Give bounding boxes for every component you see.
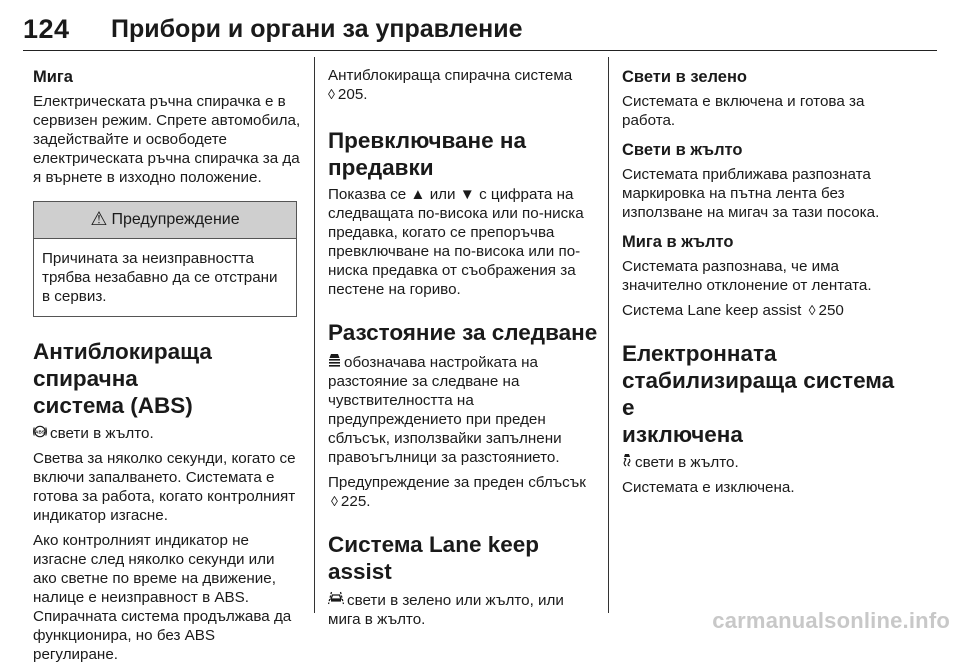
warning-triangle-icon: ⚠ — [90, 209, 108, 230]
paragraph-lane-keep-assist — [328, 591, 600, 629]
heading-abs-line2: система (ABS) — [33, 393, 193, 418]
warning-box — [33, 201, 297, 317]
page-reference-icon: ◊ — [808, 302, 816, 318]
heading-lane-keep-assist: Система Lane keep assist — [328, 532, 539, 584]
column-2 — [328, 60, 600, 629]
paragraph-following-distance — [328, 353, 600, 467]
up-triangle-icon: ▲ — [410, 186, 426, 203]
gear-text-pre: Показва се — [328, 186, 407, 203]
paragraph-lka-reference — [622, 301, 898, 320]
paragraph-yellow: Системата приближава разпозната маркировка на пътна лента без използване на мигач за тази посока. — [622, 166, 880, 221]
paragraph-abs-continued — [328, 66, 600, 104]
gear-text-post: с цифрата на следващата по-висока или по-ниска предавка, когато се препоръчва превключване на по-висока или по-ниска предавка от съображения за пестене на гориво. — [328, 186, 584, 298]
fcw-ref-text: Предупреждение за преден сблъсък — [328, 474, 586, 491]
abs-indicator-text: свети в жълто. — [50, 425, 154, 442]
header-divider — [23, 50, 937, 51]
svg-text:ABS: ABS — [35, 429, 45, 435]
heading-gear-line2: предавки — [328, 155, 434, 180]
warning-title: Предупреждение — [111, 211, 240, 228]
down-triangle-icon: ▼ — [459, 186, 475, 203]
following-distance-text: обозначава настройката на разстояние за следване на чувствителността на предупреждението при преден сблъсък, използвайки запълнени правоъгълници за разстоянието. — [328, 354, 562, 466]
warning-body: Причината за неизправността трябва незабавно да се отстрани в сервиз. — [42, 250, 278, 305]
fcw-ref-page[interactable]: 225. — [340, 493, 371, 510]
heading-following-distance: Разстояние за следване — [328, 320, 598, 345]
heading-esc-line2: стабилизираща система е — [622, 368, 895, 420]
lka-ref-page[interactable]: 250 — [818, 302, 844, 319]
column-1 — [33, 60, 301, 664]
lane-keep-assist-text: свети в зелено или жълто, или мига в жълто. — [328, 592, 564, 628]
abs-indicator-line — [33, 424, 301, 443]
heading-green: Свети в зелено — [622, 68, 747, 86]
abs-ref-text: Антиблокираща спирачна система — [328, 67, 573, 84]
esc-indicator-line — [622, 453, 898, 472]
paragraph-abs-fault: Ако контролният индикатор не изгасне след няколко секунди или ако светне по време на движение, налице е неизправност в ABS. Спирачната система продължава да функционира, но без ABS регулиране. — [33, 532, 292, 663]
abs-ref-page[interactable]: 205. — [337, 86, 368, 103]
paragraph-green: Системата е включена и готова за работа. — [622, 93, 865, 129]
paragraph-service-mode: Електрическата ръчна спирачка е в сервизен режим. Спрете автомобила, задействайте и освободете електрическата ръчна спирачка за да я върнете в изходно положение. — [33, 93, 301, 186]
page-title: Прибори и органи за управление — [111, 15, 523, 43]
warning-header — [34, 202, 296, 239]
column-divider-1 — [314, 57, 315, 613]
heading-abs-line1: Антиблокираща спирачна — [33, 339, 212, 391]
lane-keep-assist-icon — [328, 591, 344, 608]
heading-blink-yellow: Мига в жълто — [622, 233, 734, 251]
paragraph-gear-shift — [328, 185, 600, 299]
heading-esc-line3: изключена — [622, 422, 743, 447]
abs-warning-icon — [33, 425, 47, 441]
heading-gear-line1: Превключване на — [328, 128, 527, 153]
following-distance-icon — [328, 353, 341, 370]
paragraph-abs-startup: Светва за няколко секунди, когато се включи запалването. Системата е готова за работа, когато контролният индикатор изгасне. — [33, 450, 296, 524]
heading-blink: Мига — [33, 68, 73, 86]
paragraph-fcw-reference — [328, 473, 600, 511]
page-number: 124 — [23, 14, 70, 44]
lka-ref-text: Система Lane keep assist — [622, 302, 802, 319]
esc-off-icon — [622, 453, 632, 470]
esc-indicator-text: свети в жълто. — [635, 454, 739, 471]
column-divider-2 — [608, 57, 609, 613]
page-header — [23, 12, 937, 52]
page-reference-icon: ◊ — [328, 86, 335, 102]
gear-text-or: или — [429, 186, 456, 203]
paragraph-esc-off: Системата е изключена. — [622, 479, 795, 496]
heading-yellow: Свети в жълто — [622, 141, 743, 159]
heading-esc-line1: Електронната — [622, 341, 777, 366]
paragraph-blink-yellow: Системата разпознава, че има значително отклонение от лентата. — [622, 258, 872, 294]
page-reference-icon: ◊ — [331, 493, 338, 509]
column-3 — [622, 60, 898, 497]
watermark: carmanualsonline.info — [712, 608, 950, 633]
